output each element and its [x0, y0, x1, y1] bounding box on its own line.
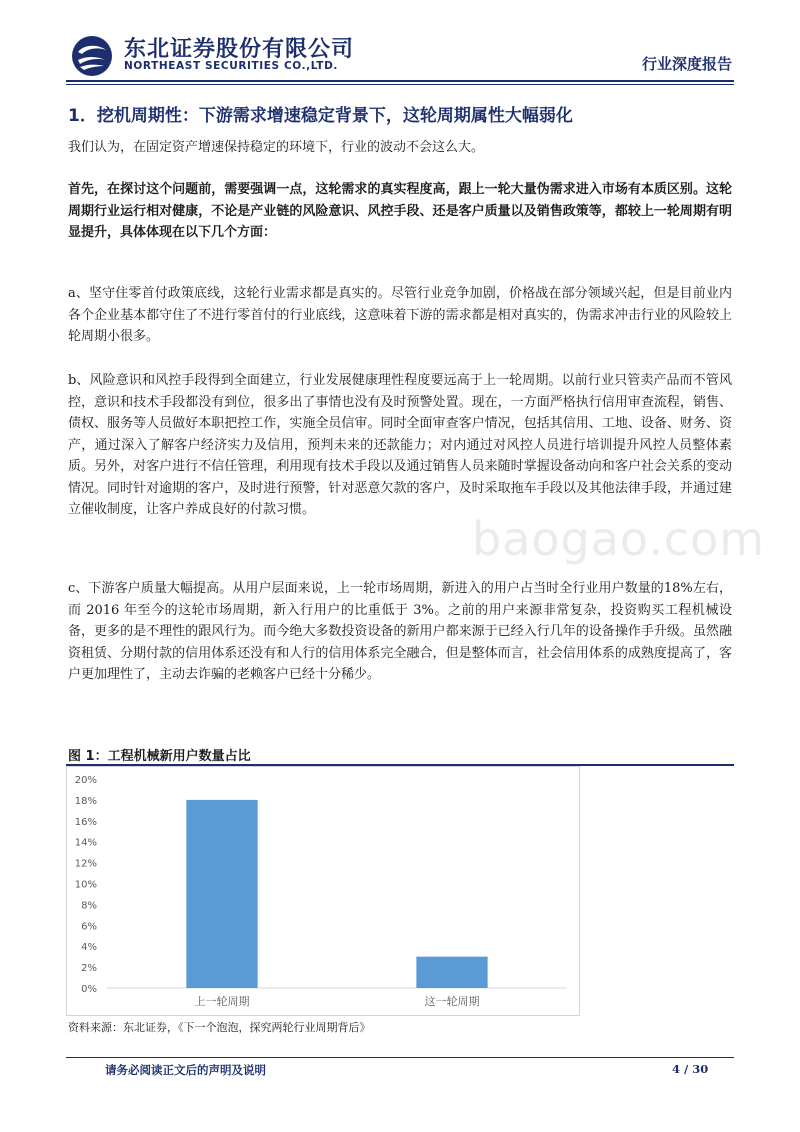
y-tick-label: 14% [74, 837, 97, 849]
paragraph-c: c、下游客户质量大幅提高。从用户层面来说，上一轮市场周期，新进入的用户占当时全行业用户数量的18%左右，而 2016 年至今的这轮市场周期，新入行用户的比重低于 3%。之前的用户来源非常复杂，投资购买工程机械设备，更多的是不理性的跟风行为。而今绝大多数投资设备的新用户都来源于已经入行几年的设备操作手升级。虽然融资租赁、分期付款的信用体系还没有和人行的信用体系完全融合，但是整体而言，社会信用体系的成熟度提高了，客户更加理性了，主动去诈骗的老赖客户已经十分稀少。 [68, 581, 732, 682]
company-name-cn: 东北证券股份有限公司 [124, 37, 355, 62]
x-tick-label: 这一轮周期 [424, 995, 480, 1008]
paragraph-intro: 我们认为，在固定资产增速保持稳定的环境下，行业的波动不会这么大。 [68, 140, 485, 155]
paragraph-a: a、坚守住零首付政策底线，这轮行业需求都是真实的。尽管行业竞争加剧，价格战在部分领域兴起，但是目前业内各个企业基本都守住了不进行零首付的行业底线，这意味着下游的需求都是相对真实的，伪需求冲击行业的风险较上轮周期小很多。 [68, 286, 732, 344]
y-tick-label: 8% [81, 900, 97, 912]
page-number: 4 / 30 [672, 1062, 709, 1076]
y-tick-label: 12% [74, 858, 97, 870]
figure-title: 图 1：工程机械新用户数量占比 [68, 749, 251, 764]
section-title: 1．挖机周期性：下游需求增速稳定背景下，这轮周期属性大幅弱化 [68, 106, 573, 126]
company-name-en: NORTHEAST SECURITIES CO.,LTD. [124, 60, 338, 72]
footer-disclaimer: 请务必阅读正文后的声明及说明 [105, 1063, 266, 1077]
paragraph-first: 首先，在探讨这个问题前，需要强调一点，这轮需求的真实程度高，跟上一轮大量伪需求进入市场有本质区别。这轮周期行业运行相对健康，不论是产业链的风险意识、风控手段、还是客户质量以及销售政策等，都较上一轮周期有明显提升，具体体现在以下几个方面： [68, 182, 732, 240]
x-tick-label: 上一轮周期 [194, 995, 250, 1008]
bar-chart [66, 766, 580, 1016]
y-tick-label: 10% [74, 879, 97, 891]
y-tick-label: 6% [81, 921, 97, 933]
bar-1 [186, 800, 257, 988]
figure-source: 资料来源：东北证券，《下一个泡泡，探究两轮行业周期背后》 [68, 1021, 371, 1034]
paragraph-b: b、风险意识和风控手段得到全面建立，行业发展健康理性程度要远高于上一轮周期。以前行业只管卖产品而不管风控，意识和技术手段都没有到位，很多出了事情也没有及时预警处置。现在，一方面严格执行信用审查流程，销售、债权、服务等人员做好本职把控工作，实施全员信审。同时全面审查客户情况，包括其信用、工地、设备、财务、资产，通过深入了解客户经济实力及信用，预判未来的还款能力；对内通过对风控人员进行培训提升风控人员整体素质。另外，对客户进行不信任管理，利用现有技术手段以及通过销售人员来随时掌握设备动向和客户社会关系的变动情况。同时针对逾期的客户，及时进行预警，针对恶意欠款的客户，及时采取拖车手段以及其他法律手段，并通过建立催收制度，让客户养成良好的付款习惯。 [68, 373, 732, 517]
y-tick-label: 18% [74, 795, 97, 807]
footer-divider [66, 1057, 734, 1058]
watermark: baogao.com [472, 512, 766, 566]
company-logo-icon [70, 34, 114, 78]
chart-canvas [67, 767, 579, 1015]
y-tick-label: 0% [81, 984, 97, 995]
y-tick-label: 16% [74, 816, 97, 828]
header-divider [66, 80, 734, 82]
report-type-label: 行业深度报告 [641, 55, 732, 73]
bar-2 [416, 957, 487, 988]
y-tick-label: 20% [74, 775, 97, 786]
y-tick-label: 4% [81, 942, 97, 954]
header-divider-thin [66, 84, 734, 85]
y-tick-label: 2% [81, 963, 97, 975]
